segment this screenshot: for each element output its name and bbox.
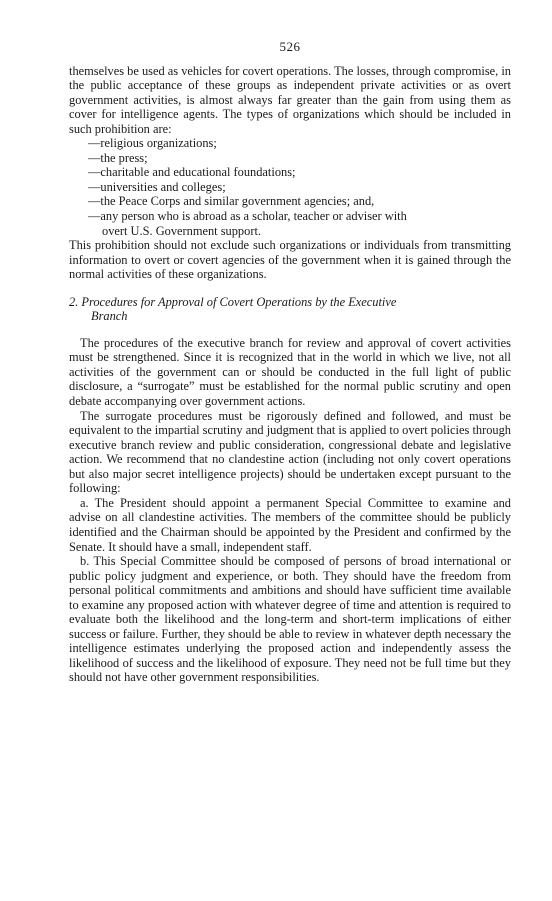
list-item: —religious organizations; (88, 136, 217, 151)
prohibition-list (69, 136, 511, 238)
exclusion-paragraph: This prohibition should not exclude such organizations or individuals from transmitting information to overt or covert agencies of the government when it is gained through the normal activities of these organizations. (69, 238, 511, 282)
body-paragraph: a. The President should appoint a permanent Special Committee to examine and advise on all clandestine activities. The members of the committee should be publicly identified and the Chairman should be appointed by the President and confirmed by the Senate. It should have a small, independent staff. (69, 495, 511, 554)
section-number: 2. (69, 294, 79, 309)
list-item: —the Peace Corps and similar government agencies; and, (88, 194, 375, 209)
intro-paragraph: themselves be used as vehicles for covert operations. The losses, through compromise, in the public acceptance of these groups as independent private activities or as overt government activities, is almost always far greater than the gain from using them as cover for intelligence agents. The types of organizations which should be included in such prohibition are: (69, 63, 511, 136)
list-item (69, 209, 511, 238)
section-title-line1: Procedures for Approval of Covert Operations by the Executive (81, 294, 397, 309)
section-heading (69, 295, 511, 324)
document-page (69, 40, 511, 685)
list-item: —charitable and educational foundations; (88, 165, 296, 180)
body-paragraph: The surrogate procedures must be rigorously defined and followed, and must be equivalent to the impartial scrutiny and judgment that is applied to overt policies through executive branch review and public consideration, congressional debate and legislative action. We recommend that no clandestine action (including not only covert operations but also major secret intelligence projects) should be undertaken except pursuant to the following: (69, 408, 511, 496)
list-item-continuation: overt U.S. Government support. (102, 223, 261, 238)
page-number: 526 (279, 39, 301, 54)
body-paragraph: b. This Special Committee should be composed of persons of broad international or public policy judgment and experience, or both. They should have the freedom from personal political commitments and ambitions and should have sufficient time available to examine any proposed action with whatever degree of time and attention is required to evaluate both the likelihood and the long-term and short-term implications of either success or failure. Further, they should be able to review in whatever depth necessary the intelligence estimates underlying the proposed action and independently assess the likelihood of success and the likelihood of exposure. They need not be full time but they should not have other government responsibilities. (69, 554, 511, 685)
list-item: —universities and colleges; (88, 179, 226, 194)
list-item-line: —any person who is abroad as a scholar, teacher or adviser with (88, 209, 407, 224)
body-paragraph: The procedures of the executive branch for review and approval of covert activities must be strengthened. Since it is recognized that in the world in which we live, not all activities of the government can or should be conducted in the full light of public disclosure, a “surrogate” must be established for the normal public scrutiny and open debate accompanying over government actions. (69, 335, 511, 409)
section-title-line2: Branch (91, 309, 128, 324)
list-item: —the press; (88, 150, 148, 165)
